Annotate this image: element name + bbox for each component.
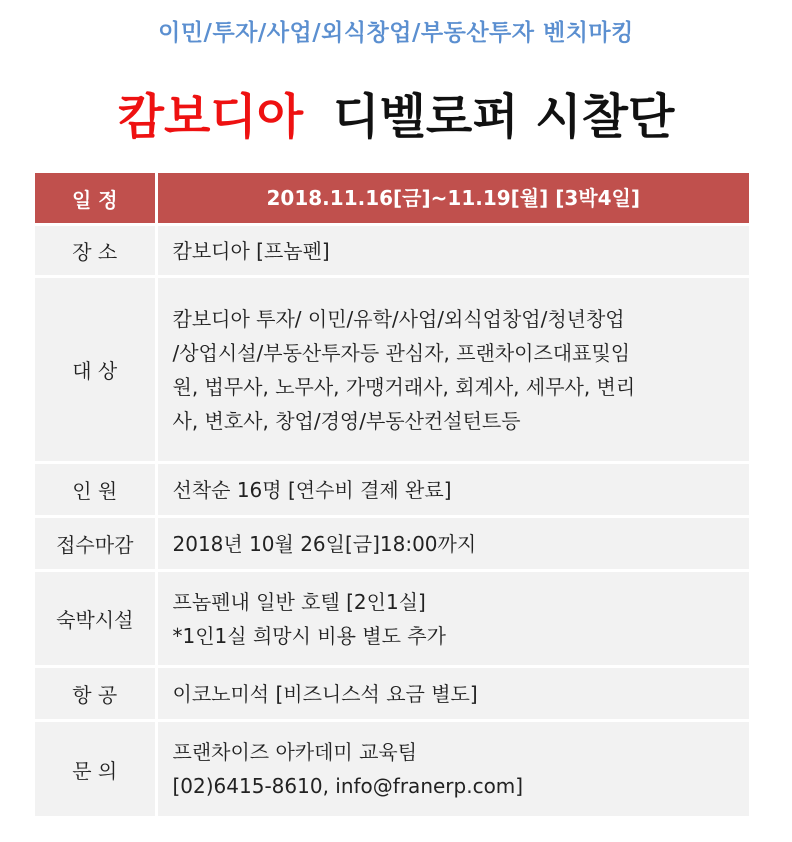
row-air [35, 667, 749, 721]
air-label: 항 공 [35, 667, 156, 721]
row-place [35, 225, 749, 277]
people-value: 선착순 16명 [연수비 결제 완료] [156, 463, 749, 517]
air-value: 이코노미석 [비즈니스석 요금 별도] [156, 667, 749, 721]
row-people [35, 463, 749, 517]
stay-line: *1인1실 희망시 비용 별도 추가 [172, 623, 446, 648]
schedule-value: 2018.11.16[금]~11.19[월] [3박4일] [156, 173, 749, 225]
target-label: 대 상 [35, 277, 156, 463]
target-line: 캄보디아 투자/ 이민/유학/사업/외식업창업/청년창업 [172, 306, 625, 331]
contact-line: [02)6415-8610, info@franerp.com] [172, 774, 524, 798]
info-table [35, 173, 749, 816]
title-country: 캄보디아 [117, 89, 304, 145]
row-target [35, 277, 749, 463]
title-main: 디벨로퍼 시찰단 [333, 89, 675, 145]
target-line: 사, 변호사, 창업/경영/부동산컨설턴트등 [172, 408, 521, 433]
schedule-label: 일 정 [35, 173, 156, 225]
deadline-label: 접수마감 [35, 517, 156, 571]
stay-value [156, 571, 749, 667]
place-value: 캄보디아 [프놈펜] [156, 225, 749, 277]
row-stay [35, 571, 749, 667]
people-label: 인 원 [35, 463, 156, 517]
row-deadline [35, 517, 749, 571]
row-contact [35, 721, 749, 817]
contact-value [156, 721, 749, 817]
subtitle: 이민/투자/사업/외식창업/부동산투자 벤치마킹 [158, 20, 634, 46]
row-schedule [35, 173, 749, 225]
deadline-value: 2018년 10월 26일[금]18:00까지 [156, 517, 749, 571]
place-label: 장 소 [35, 225, 156, 277]
target-line: 원, 법무사, 노무사, 가맹거래사, 회계사, 세무사, 변리 [172, 374, 636, 399]
target-line: /상업시설/부동산투자등 관심자, 프랜차이즈대표및임 [172, 340, 631, 365]
page-title [0, 78, 792, 147]
target-value [156, 277, 749, 463]
stay-label: 숙박시설 [35, 571, 156, 667]
contact-label: 문 의 [35, 721, 156, 817]
contact-line: 프랜차이즈 아카데미 교육팀 [172, 740, 418, 764]
stay-line: 프놈펜내 일반 호텔 [2인1실] [172, 589, 426, 614]
